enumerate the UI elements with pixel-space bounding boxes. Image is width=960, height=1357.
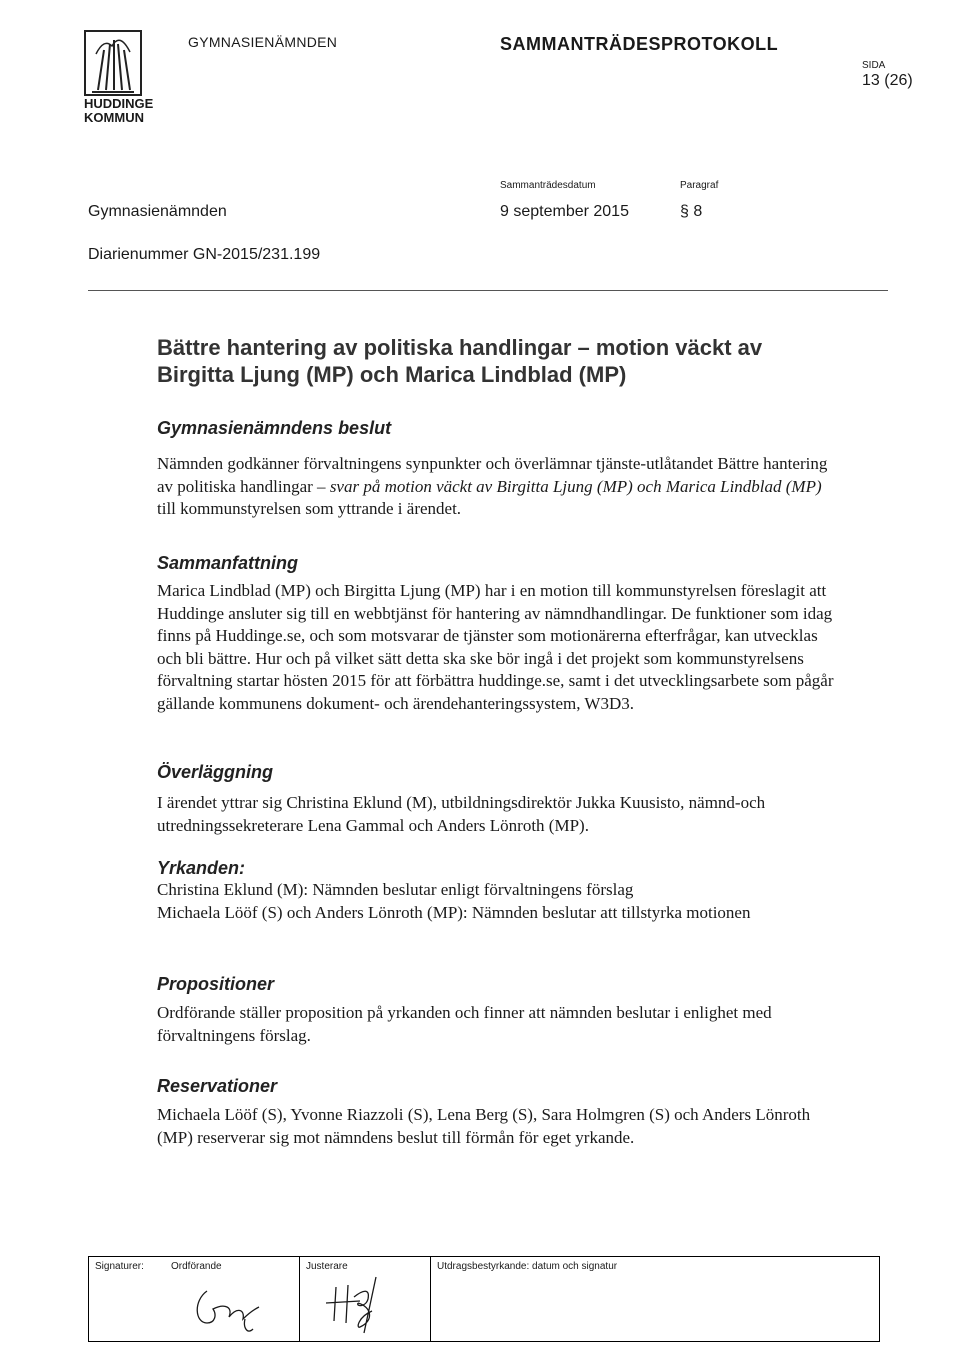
chair-signature-cell xyxy=(89,1257,300,1341)
diary-number: Diarienummer GN-2015/231.199 xyxy=(88,246,321,263)
adjuster-signature-cell xyxy=(300,1257,431,1341)
overlaggning-text: I ärendet yttrar sig Christina Eklund (M), utbildningsdirektör Jukka Kuusisto, nämnd-och utredningssekreterare Lena Gammal och Anders Lönroth (MP). xyxy=(157,793,766,835)
beslut-text-part1: Nämnden godkänner förvaltningens synpunkter och överlämnar tjänste-utlåtandet Bättre hantering av politiska handlingar – xyxy=(157,454,828,496)
yrkande-1: Christina Eklund (M): Nämnden beslutar enligt förvaltningens förslag xyxy=(157,880,634,899)
yrkande-2: Michaela Lööf (S) och Anders Lönroth (MP): Nämnden beslutar att tillstyrka motionen xyxy=(157,902,751,922)
propositioner-text: Ordförande ställer proposition på yrkanden och finner att nämnden beslutar i enlighet med förvaltningens förslag. xyxy=(157,1003,772,1045)
signature-table xyxy=(88,1256,880,1342)
header-divider xyxy=(88,290,888,291)
page-label: SIDA xyxy=(862,60,886,71)
paragraph-label: Paragraf xyxy=(680,180,719,191)
beslut-text xyxy=(157,453,837,521)
beslut-text-part2: till kommunstyrelsen som yttrande i ärendet. xyxy=(157,499,462,518)
extract-label: Utdragsbestyrkande: datum och signatur xyxy=(437,1261,618,1272)
propositioner-heading: Propositioner xyxy=(157,974,275,994)
adjuster-label: Justerare xyxy=(306,1261,348,1272)
title-line1: Bättre hantering av politiska handlingar – motion väckt av xyxy=(157,335,763,360)
logo-text xyxy=(84,96,154,125)
committee-name: Gymnasienämnden xyxy=(88,203,227,220)
title-line2: Birgitta Ljung (MP) och Marica Lindblad (MP) xyxy=(157,362,627,387)
meeting-date-label: Sammanträdesdatum xyxy=(500,180,596,191)
reservationer-text: Michaela Lööf (S), Yvonne Riazzoli (S), Lena Berg (S), Sara Holmgren (S) och Anders Lönroth (MP) reserverar sig mot nämndens beslut till förmån för eget yrkande. xyxy=(157,1105,811,1147)
beslut-text-italic: svar på motion väckt av Birgitta Ljung (MP) och Marica Lindblad (MP) xyxy=(329,476,822,496)
logo-text-line2: KOMMUN xyxy=(84,110,144,125)
beslut-heading: Gymnasienämndens beslut xyxy=(157,418,392,438)
adjuster-signature xyxy=(320,1267,400,1337)
yrkanden-heading: Yrkanden: xyxy=(157,858,246,878)
meeting-date: 9 september 2015 xyxy=(500,203,629,220)
sammanfattning-text: Marica Lindblad (MP) och Birgitta Ljung (MP) har i en motion till kommunstyrelsen föreslagit att Huddinge ansluter sig till en webbtjänst för hantering av nämndhandlingar. De funktioner som idag finns på Huddinge.se, och som motsvarar de tjänster som motionärerna efterfrågar, kan utvecklas och bli bättre. Hur och på vilket sätt detta ska ske bör ingå i det projekt som kommunstyrelsens förvaltning startar hösten 2015 för att förbättra huddinge.se, samt i det utvecklingsarbete som pågår gällande kommunens dokument- och ärendehanteringssystem, W3D3. xyxy=(157,581,834,713)
yrkanden-text xyxy=(157,879,837,924)
chair-signature xyxy=(189,1279,269,1337)
page-number: 13 (26) xyxy=(862,72,913,89)
municipality-logo xyxy=(84,30,142,96)
paragraph-number: § 8 xyxy=(680,203,703,220)
reservationer-heading: Reservationer xyxy=(157,1076,278,1096)
signatures-label: Signaturer: xyxy=(95,1261,144,1272)
sammanfattning-heading: Sammanfattning xyxy=(157,553,299,573)
extract-cell xyxy=(431,1257,879,1341)
logo-text-line1: HUDDINGE xyxy=(84,96,154,111)
chair-label: Ordförande xyxy=(171,1261,222,1272)
overlaggning-heading: Överläggning xyxy=(157,762,274,782)
organization-name: GYMNASIENÄMNDEN xyxy=(188,34,338,50)
document-type: SAMMANTRÄDESPROTOKOLL xyxy=(500,34,779,54)
page-title xyxy=(157,334,857,388)
